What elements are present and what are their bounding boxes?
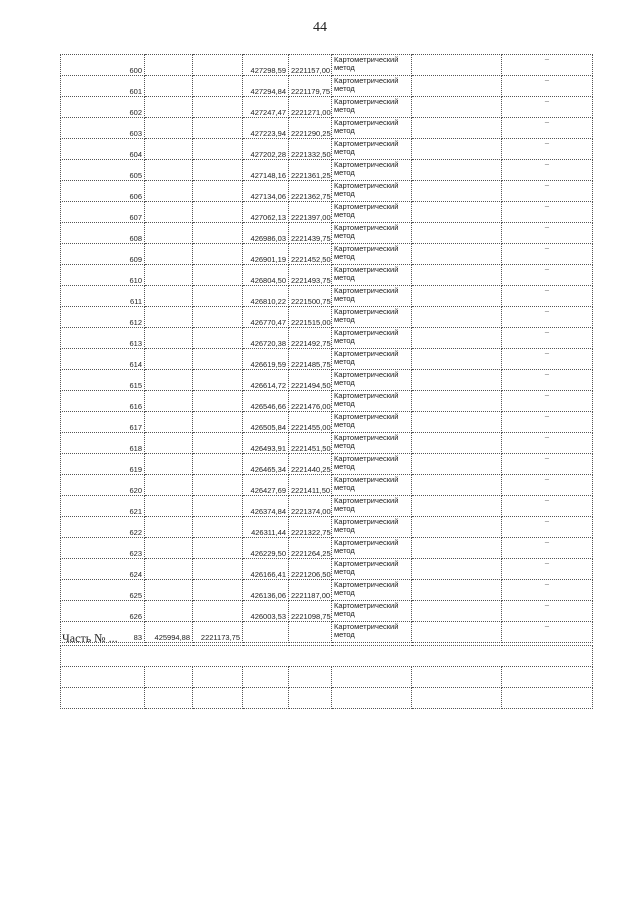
blank-cell: [502, 688, 593, 709]
old-x-cell: [145, 118, 193, 139]
new-y-cell: 2221187,00: [289, 580, 332, 601]
old-y-cell: [193, 412, 243, 433]
point-number: 619: [61, 454, 145, 475]
old-y-cell: [193, 517, 243, 538]
old-x-cell: [145, 580, 193, 601]
new-y-cell: 2221485,75: [289, 349, 332, 370]
old-y-cell: [193, 349, 243, 370]
point-number: 614: [61, 349, 145, 370]
dash-cell: –: [502, 286, 593, 307]
method-cell: Картометрический метод: [332, 97, 412, 118]
blank-cell: [145, 688, 193, 709]
description-cell: [412, 496, 502, 517]
point-number: 626: [61, 601, 145, 622]
dash-cell: –: [502, 391, 593, 412]
method-cell: Картометрический метод: [332, 244, 412, 265]
new-x-cell: 427298,59: [243, 55, 289, 76]
point-number: 621: [61, 496, 145, 517]
dash-cell: –: [502, 223, 593, 244]
dash-cell: –: [502, 160, 593, 181]
old-x-cell: [145, 496, 193, 517]
blank-cell: [61, 646, 593, 667]
new-x-cell: 426427,69: [243, 475, 289, 496]
blank-cell: [289, 688, 332, 709]
blank-row: [61, 646, 593, 667]
table-row: [61, 265, 593, 286]
point-number: 618: [61, 433, 145, 454]
old-y-cell: [193, 559, 243, 580]
point-number: 603: [61, 118, 145, 139]
old-x-cell: [145, 370, 193, 391]
new-y-cell: 2221397,00: [289, 202, 332, 223]
old-x-cell: [145, 139, 193, 160]
table-row: [61, 160, 593, 181]
description-cell: [412, 55, 502, 76]
new-y-cell: 2221455,00: [289, 412, 332, 433]
table-row: [61, 328, 593, 349]
method-cell: Картометрический метод: [332, 496, 412, 517]
point-number: 611: [61, 286, 145, 307]
old-y-cell: [193, 475, 243, 496]
point-number: 616: [61, 391, 145, 412]
old-y-cell: [193, 97, 243, 118]
blank-cell: [145, 667, 193, 688]
table-row: [61, 475, 593, 496]
new-y-cell: 2221374,00: [289, 496, 332, 517]
dash-cell: –: [502, 433, 593, 454]
new-x-cell: 426770,47: [243, 307, 289, 328]
new-y-cell: 2221290,25: [289, 118, 332, 139]
dash-cell: –: [502, 202, 593, 223]
point-number: 625: [61, 580, 145, 601]
new-y-cell: 2221515,00: [289, 307, 332, 328]
point-number: 602: [61, 97, 145, 118]
old-y-cell: [193, 76, 243, 97]
old-x-cell: [145, 223, 193, 244]
table-row: [61, 55, 593, 76]
method-cell: Картометрический метод: [332, 349, 412, 370]
method-cell: Картометрический метод: [332, 328, 412, 349]
old-x-cell: [145, 265, 193, 286]
description-cell: [412, 433, 502, 454]
blank-cell: [412, 688, 502, 709]
table-row: [61, 622, 593, 643]
blank-cell: [193, 667, 243, 688]
point-number: 615: [61, 370, 145, 391]
old-y-cell: [193, 160, 243, 181]
old-x-cell: [145, 601, 193, 622]
method-cell: Картометрический метод: [332, 454, 412, 475]
method-cell: Картометрический метод: [332, 559, 412, 580]
blank-cell: [193, 688, 243, 709]
new-x-cell: [243, 622, 289, 643]
blank-cell: [61, 688, 145, 709]
new-x-cell: 427202,28: [243, 139, 289, 160]
new-y-cell: 2221411,50: [289, 475, 332, 496]
table-row: [61, 559, 593, 580]
old-y-cell: [193, 601, 243, 622]
old-y-cell: [193, 118, 243, 139]
page-number: 44: [313, 20, 327, 35]
dash-cell: –: [502, 370, 593, 391]
new-y-cell: 2221492,75: [289, 328, 332, 349]
table-row: [61, 286, 593, 307]
new-y-cell: 2221439,75: [289, 223, 332, 244]
method-cell: Картометрический метод: [332, 370, 412, 391]
old-x-cell: [145, 559, 193, 580]
old-y-cell: [193, 454, 243, 475]
description-cell: [412, 349, 502, 370]
point-number: 622: [61, 517, 145, 538]
new-y-cell: 2221476,00: [289, 391, 332, 412]
new-y-cell: 2221451,50: [289, 433, 332, 454]
new-y-cell: 2221361,25: [289, 160, 332, 181]
blank-cell: [332, 667, 412, 688]
new-x-cell: 427294,84: [243, 76, 289, 97]
blank-cell: [332, 688, 412, 709]
table-row: [61, 223, 593, 244]
table-row: [61, 370, 593, 391]
method-cell: Картометрический метод: [332, 412, 412, 433]
table-row: [61, 139, 593, 160]
method-cell: Картометрический метод: [332, 391, 412, 412]
new-y-cell: 2221179,75: [289, 76, 332, 97]
point-number: 606: [61, 181, 145, 202]
blank-cell: [61, 667, 145, 688]
point-number: 620: [61, 475, 145, 496]
method-cell: Картометрический метод: [332, 538, 412, 559]
old-y-cell: 2221173,75: [193, 622, 243, 643]
description-cell: [412, 265, 502, 286]
old-x-cell: [145, 202, 193, 223]
dash-cell: –: [502, 496, 593, 517]
old-x-cell: [145, 328, 193, 349]
dash-cell: –: [502, 454, 593, 475]
point-number: 624: [61, 559, 145, 580]
blank-cell: [243, 667, 289, 688]
dash-cell: –: [502, 601, 593, 622]
dash-cell: –: [502, 475, 593, 496]
description-cell: [412, 370, 502, 391]
new-x-cell: 427148,16: [243, 160, 289, 181]
new-y-cell: 2221264,25: [289, 538, 332, 559]
new-y-cell: 2221332,50: [289, 139, 332, 160]
point-number: 605: [61, 160, 145, 181]
description-cell: [412, 538, 502, 559]
point-number: 604: [61, 139, 145, 160]
method-cell: Картометрический метод: [332, 517, 412, 538]
table-row: [61, 181, 593, 202]
description-cell: [412, 76, 502, 97]
method-cell: Картометрический метод: [332, 286, 412, 307]
old-x-cell: [145, 517, 193, 538]
method-cell: Картометрический метод: [332, 139, 412, 160]
method-cell: Картометрический метод: [332, 76, 412, 97]
dash-cell: –: [502, 307, 593, 328]
new-y-cell: 2221206,50: [289, 559, 332, 580]
description-cell: [412, 202, 502, 223]
method-cell: Картометрический метод: [332, 223, 412, 244]
description-cell: [412, 559, 502, 580]
description-cell: [412, 118, 502, 139]
old-y-cell: [193, 244, 243, 265]
new-y-cell: 2221494,50: [289, 370, 332, 391]
new-y-cell: [289, 622, 332, 643]
dash-cell: –: [502, 118, 593, 139]
point-number: 613: [61, 328, 145, 349]
point-number: 601: [61, 76, 145, 97]
part-blank-table: [60, 645, 593, 709]
table-row: [61, 580, 593, 601]
old-x-cell: [145, 412, 193, 433]
old-x-cell: [145, 76, 193, 97]
description-cell: [412, 517, 502, 538]
blank-cell: [289, 667, 332, 688]
method-cell: Картометрический метод: [332, 55, 412, 76]
new-x-cell: 426311,44: [243, 517, 289, 538]
point-number: 600: [61, 55, 145, 76]
old-y-cell: [193, 496, 243, 517]
method-cell: Картометрический метод: [332, 181, 412, 202]
description-cell: [412, 286, 502, 307]
old-y-cell: [193, 265, 243, 286]
point-number: 83: [61, 622, 145, 643]
description-cell: [412, 328, 502, 349]
new-x-cell: 426493,91: [243, 433, 289, 454]
new-y-cell: 2221157,00: [289, 55, 332, 76]
new-y-cell: 2221322,75: [289, 517, 332, 538]
method-cell: Картометрический метод: [332, 160, 412, 181]
new-y-cell: 2221271,00: [289, 97, 332, 118]
old-x-cell: [145, 244, 193, 265]
dash-cell: –: [502, 139, 593, 160]
old-x-cell: [145, 475, 193, 496]
old-y-cell: [193, 328, 243, 349]
point-number: 612: [61, 307, 145, 328]
description-cell: [412, 580, 502, 601]
new-x-cell: 426374,84: [243, 496, 289, 517]
method-cell: Картометрический метод: [332, 265, 412, 286]
description-cell: [412, 307, 502, 328]
table-row: [61, 433, 593, 454]
old-x-cell: [145, 181, 193, 202]
table-row: [61, 517, 593, 538]
method-cell: Картометрический метод: [332, 601, 412, 622]
dash-cell: –: [502, 559, 593, 580]
table-row: [61, 307, 593, 328]
new-y-cell: 2221440,25: [289, 454, 332, 475]
table-row: [61, 601, 593, 622]
point-number: 623: [61, 538, 145, 559]
new-x-cell: 426901,19: [243, 244, 289, 265]
old-y-cell: [193, 55, 243, 76]
table-row: [61, 76, 593, 97]
table-row: [61, 538, 593, 559]
method-cell: Картометрический метод: [332, 622, 412, 643]
description-cell: [412, 454, 502, 475]
dash-cell: –: [502, 622, 593, 643]
old-y-cell: [193, 181, 243, 202]
old-y-cell: [193, 580, 243, 601]
method-cell: Картометрический метод: [332, 475, 412, 496]
old-y-cell: [193, 286, 243, 307]
description-cell: [412, 244, 502, 265]
dash-cell: –: [502, 55, 593, 76]
new-x-cell: 427062,13: [243, 202, 289, 223]
new-x-cell: 426720,38: [243, 328, 289, 349]
table-row: [61, 202, 593, 223]
new-x-cell: 426619,59: [243, 349, 289, 370]
description-cell: [412, 622, 502, 643]
new-y-cell: 2221098,75: [289, 601, 332, 622]
table-row: [61, 496, 593, 517]
old-y-cell: [193, 139, 243, 160]
blank-row: [61, 688, 593, 709]
new-x-cell: 427247,47: [243, 97, 289, 118]
table-row: [61, 454, 593, 475]
dash-cell: –: [502, 412, 593, 433]
new-x-cell: 426986,03: [243, 223, 289, 244]
blank-cell: [502, 667, 593, 688]
dash-cell: –: [502, 328, 593, 349]
dash-cell: –: [502, 265, 593, 286]
table-row: [61, 118, 593, 139]
new-y-cell: 2221362,75: [289, 181, 332, 202]
table-row: [61, 349, 593, 370]
new-x-cell: 426546,66: [243, 391, 289, 412]
dash-cell: –: [502, 181, 593, 202]
new-y-cell: 2221500,75: [289, 286, 332, 307]
new-x-cell: 427134,06: [243, 181, 289, 202]
new-x-cell: 426166,41: [243, 559, 289, 580]
new-x-cell: 426614,72: [243, 370, 289, 391]
dash-cell: –: [502, 538, 593, 559]
new-x-cell: 426229,50: [243, 538, 289, 559]
dash-cell: –: [502, 244, 593, 265]
description-cell: [412, 223, 502, 244]
part-title: Часть № ...: [62, 631, 118, 645]
old-x-cell: [145, 391, 193, 412]
new-x-cell: 427223,94: [243, 118, 289, 139]
old-y-cell: [193, 538, 243, 559]
point-number: 607: [61, 202, 145, 223]
description-cell: [412, 601, 502, 622]
description-cell: [412, 139, 502, 160]
coordinates-table: [60, 54, 593, 643]
description-cell: [412, 475, 502, 496]
point-number: 610: [61, 265, 145, 286]
description-cell: [412, 160, 502, 181]
old-x-cell: [145, 307, 193, 328]
point-number: 609: [61, 244, 145, 265]
old-x-cell: [145, 433, 193, 454]
dash-cell: –: [502, 580, 593, 601]
old-y-cell: [193, 391, 243, 412]
description-cell: [412, 391, 502, 412]
table-row: [61, 244, 593, 265]
description-cell: [412, 412, 502, 433]
table-row: [61, 97, 593, 118]
method-cell: Картометрический метод: [332, 580, 412, 601]
new-x-cell: 426003,53: [243, 601, 289, 622]
dash-cell: –: [502, 349, 593, 370]
method-cell: Картометрический метод: [332, 433, 412, 454]
new-x-cell: 426804,50: [243, 265, 289, 286]
blank-cell: [412, 667, 502, 688]
new-x-cell: 426136,06: [243, 580, 289, 601]
old-x-cell: [145, 286, 193, 307]
new-y-cell: 2221493,75: [289, 265, 332, 286]
old-x-cell: [145, 97, 193, 118]
table-row: [61, 412, 593, 433]
new-y-cell: 2221452,50: [289, 244, 332, 265]
method-cell: Картометрический метод: [332, 118, 412, 139]
old-x-cell: [145, 454, 193, 475]
old-y-cell: [193, 223, 243, 244]
old-y-cell: [193, 307, 243, 328]
old-y-cell: [193, 433, 243, 454]
point-number: 608: [61, 223, 145, 244]
blank-cell: [243, 688, 289, 709]
old-x-cell: [145, 538, 193, 559]
point-number: 617: [61, 412, 145, 433]
old-x-cell: [145, 55, 193, 76]
dash-cell: –: [502, 517, 593, 538]
new-x-cell: 426465,34: [243, 454, 289, 475]
description-cell: [412, 181, 502, 202]
blank-row: [61, 667, 593, 688]
new-x-cell: 426810,22: [243, 286, 289, 307]
old-y-cell: [193, 370, 243, 391]
old-x-cell: 425994,88: [145, 622, 193, 643]
old-y-cell: [193, 202, 243, 223]
description-cell: [412, 97, 502, 118]
dash-cell: –: [502, 97, 593, 118]
table-row: [61, 391, 593, 412]
method-cell: Картометрический метод: [332, 307, 412, 328]
old-x-cell: [145, 160, 193, 181]
dash-cell: –: [502, 76, 593, 97]
new-x-cell: 426505,84: [243, 412, 289, 433]
method-cell: Картометрический метод: [332, 202, 412, 223]
old-x-cell: [145, 349, 193, 370]
